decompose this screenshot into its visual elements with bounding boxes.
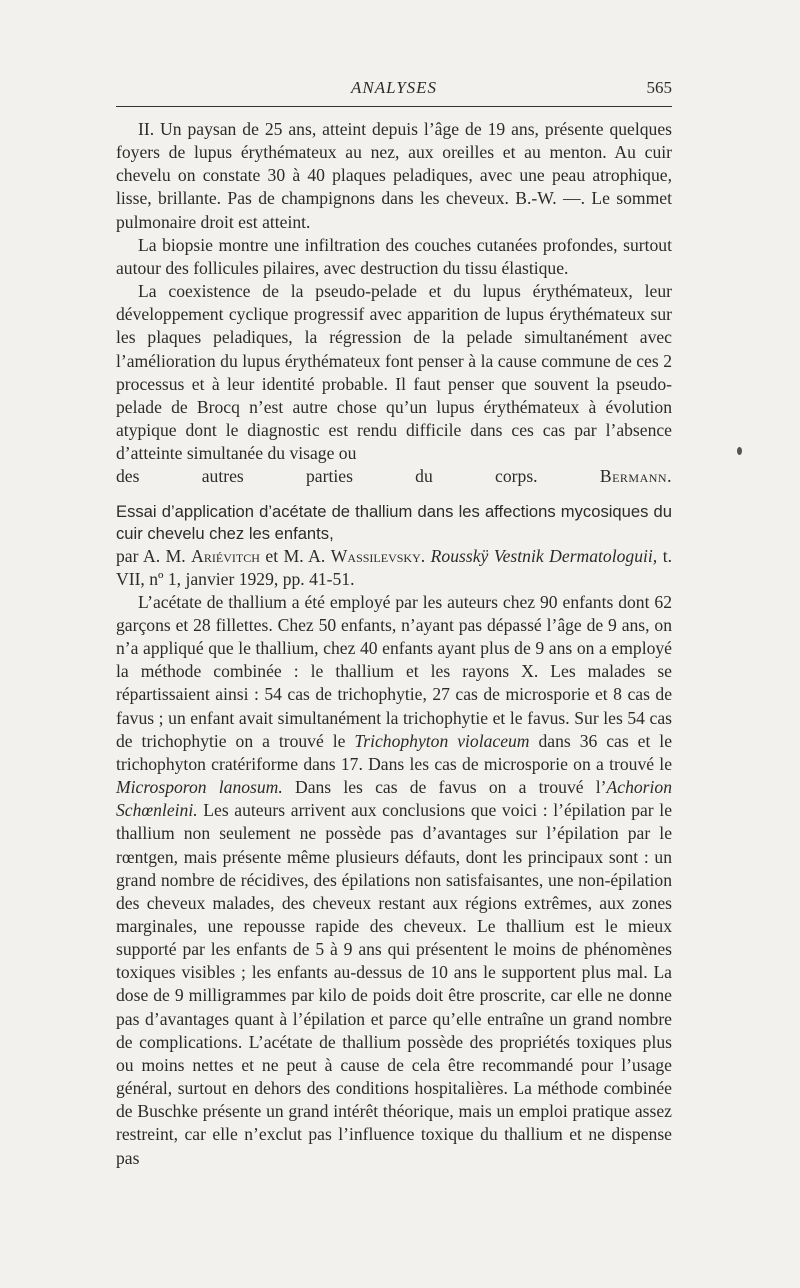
page-number: 565	[646, 78, 672, 97]
discussion-end: des autres parties du corps.	[116, 466, 538, 487]
citation-and: et M. A.	[265, 545, 326, 566]
body-segment: dans 36 cas et le trichophyton cratériforme dans 17. Dans les cas de microsporie on a trouvé le	[116, 730, 673, 774]
article-title: Essai d’application d’acétate de thallium dans les affections mycosiques du cuir chevelu chez les enfants,	[116, 501, 672, 543]
article-citation	[116, 545, 672, 591]
paragraph-thallium	[116, 591, 672, 1170]
citation-details: t. VII, nº 1, janvier 1929, pp. 41-51.	[116, 545, 672, 589]
running-title: ANALYSES	[350, 78, 438, 97]
article-heading	[116, 501, 672, 545]
paragraph-case-two: II. Un paysan de 25 ans, atteint depuis l’âge de 19 ans, présente quelques foyers de lupus érythémateux au nez, aux oreilles et au menton. Au cuir chevelu on constate 30 à 40 plaques peladiques, avec une peau atrophique, lisse, brillante. Pas de champignons dans les cheveux. B.-W. —. Le sommet pulmonaire droit est atteint.	[116, 119, 672, 232]
citation-by: par A. M.	[116, 545, 186, 566]
species-microsporon: Microsporon lanosum.	[116, 777, 283, 798]
signature-line	[116, 465, 672, 488]
paragraph-biopsy: La biopsie montre une infiltration des couches cutanées profondes, surtout autour des follicules pilaires, avec destruction du tissu élastique.	[116, 234, 672, 278]
body-segment: Les auteurs arrivent aux conclusions que voici : l’épilation par le thallium non seulement ne possède pas d’avantages sur l’épilation par le rœntgen, mais présente même plusieurs défauts, dont les principaux sont : un grand nombre de récidives, des épilations non satisfaisantes, une non-épilation des cheveux malades, des cheveux restant aux régions extrêmes, aux zones marginales, une repousse rapide des cheveux. Le thallium est le mieux supporté par les enfants de 5 à 9 ans qui présentent le moins de phénomènes toxiques visibles ; les enfants au-dessus de 10 ans le supportent plus mal. La dose de 9 milligrammes par kilo de poids doit être proscrite, car elle ne donne pas d’avantages quant à l’épilation et parce qu’elle entraîne un grand nombre de complications. L’acétate de thallium possède des propriétés toxiques plus ou moins nettes et ne peut à cause de cela être recommandé pour l’usage général, surtout en dehors des conditions hospitalières. La méthode combinée de Buschke présente un grand intérêt théorique, mais un emploi pratique assez restreint, car elle n’exclut pas l’influence toxique du thallium et ne dispense pas	[116, 800, 673, 1168]
journal-name: Rousskÿ Vestnik Dermatologuii,	[430, 545, 658, 566]
paragraph-discussion: La coexistence de la pseudo-pelade et du lupus érythémateux, leur développement cyclique progressif avec apparition de lupus érythémateux sur les plaques peladiques, la régression de la pelade simultanément avec l’amélioration du lupus érythémateux font penser à la cause commune de ces 2 processus et à leur identité probable. Il faut penser que souvent la pseudo-pelade de Brocq n’est autre chose qu’un lupus érythémateux à évolution atypique dont le diagnostic est rendu difficile dans ces cas par l’absence d’atteinte simultanée du visage ou	[116, 281, 672, 464]
author-wassilevsky: Wassilevsky.	[330, 545, 426, 566]
body-text	[116, 118, 672, 1170]
species-trichophyton: Trichophyton violaceum	[354, 730, 530, 751]
species-achorion: Achorion Schœnleini.	[116, 777, 672, 821]
body-segment: L’acétate de thallium a été employé par les auteurs chez 90 enfants dont 62 garçons et 28 fillettes. Chez 50 enfants, n’ayant pas dépassé l’âge de 9 ans, on n’a appliqué que le thallium, chez 40 enfants ayant plus de 9 ans on a employé la méthode combinée : le thallium et les rayons X. Les malades se répartissaient ainsi : 54 cas de trichophytie, 27 cas de microsporie et 8 cas de favus ; un enfant avait simultanément la trichophytie et le favus. Sur les 54 cas de trichophytie on a trouvé le	[116, 591, 672, 751]
author-signature: Bermann.	[599, 466, 672, 487]
body-segment: Dans les cas de favus on a trouvé l’	[295, 777, 607, 798]
stray-ink-mark	[737, 447, 742, 455]
header-rule	[116, 106, 672, 107]
author-arievitch: Ariévitch	[191, 545, 260, 566]
page-header	[116, 78, 672, 100]
